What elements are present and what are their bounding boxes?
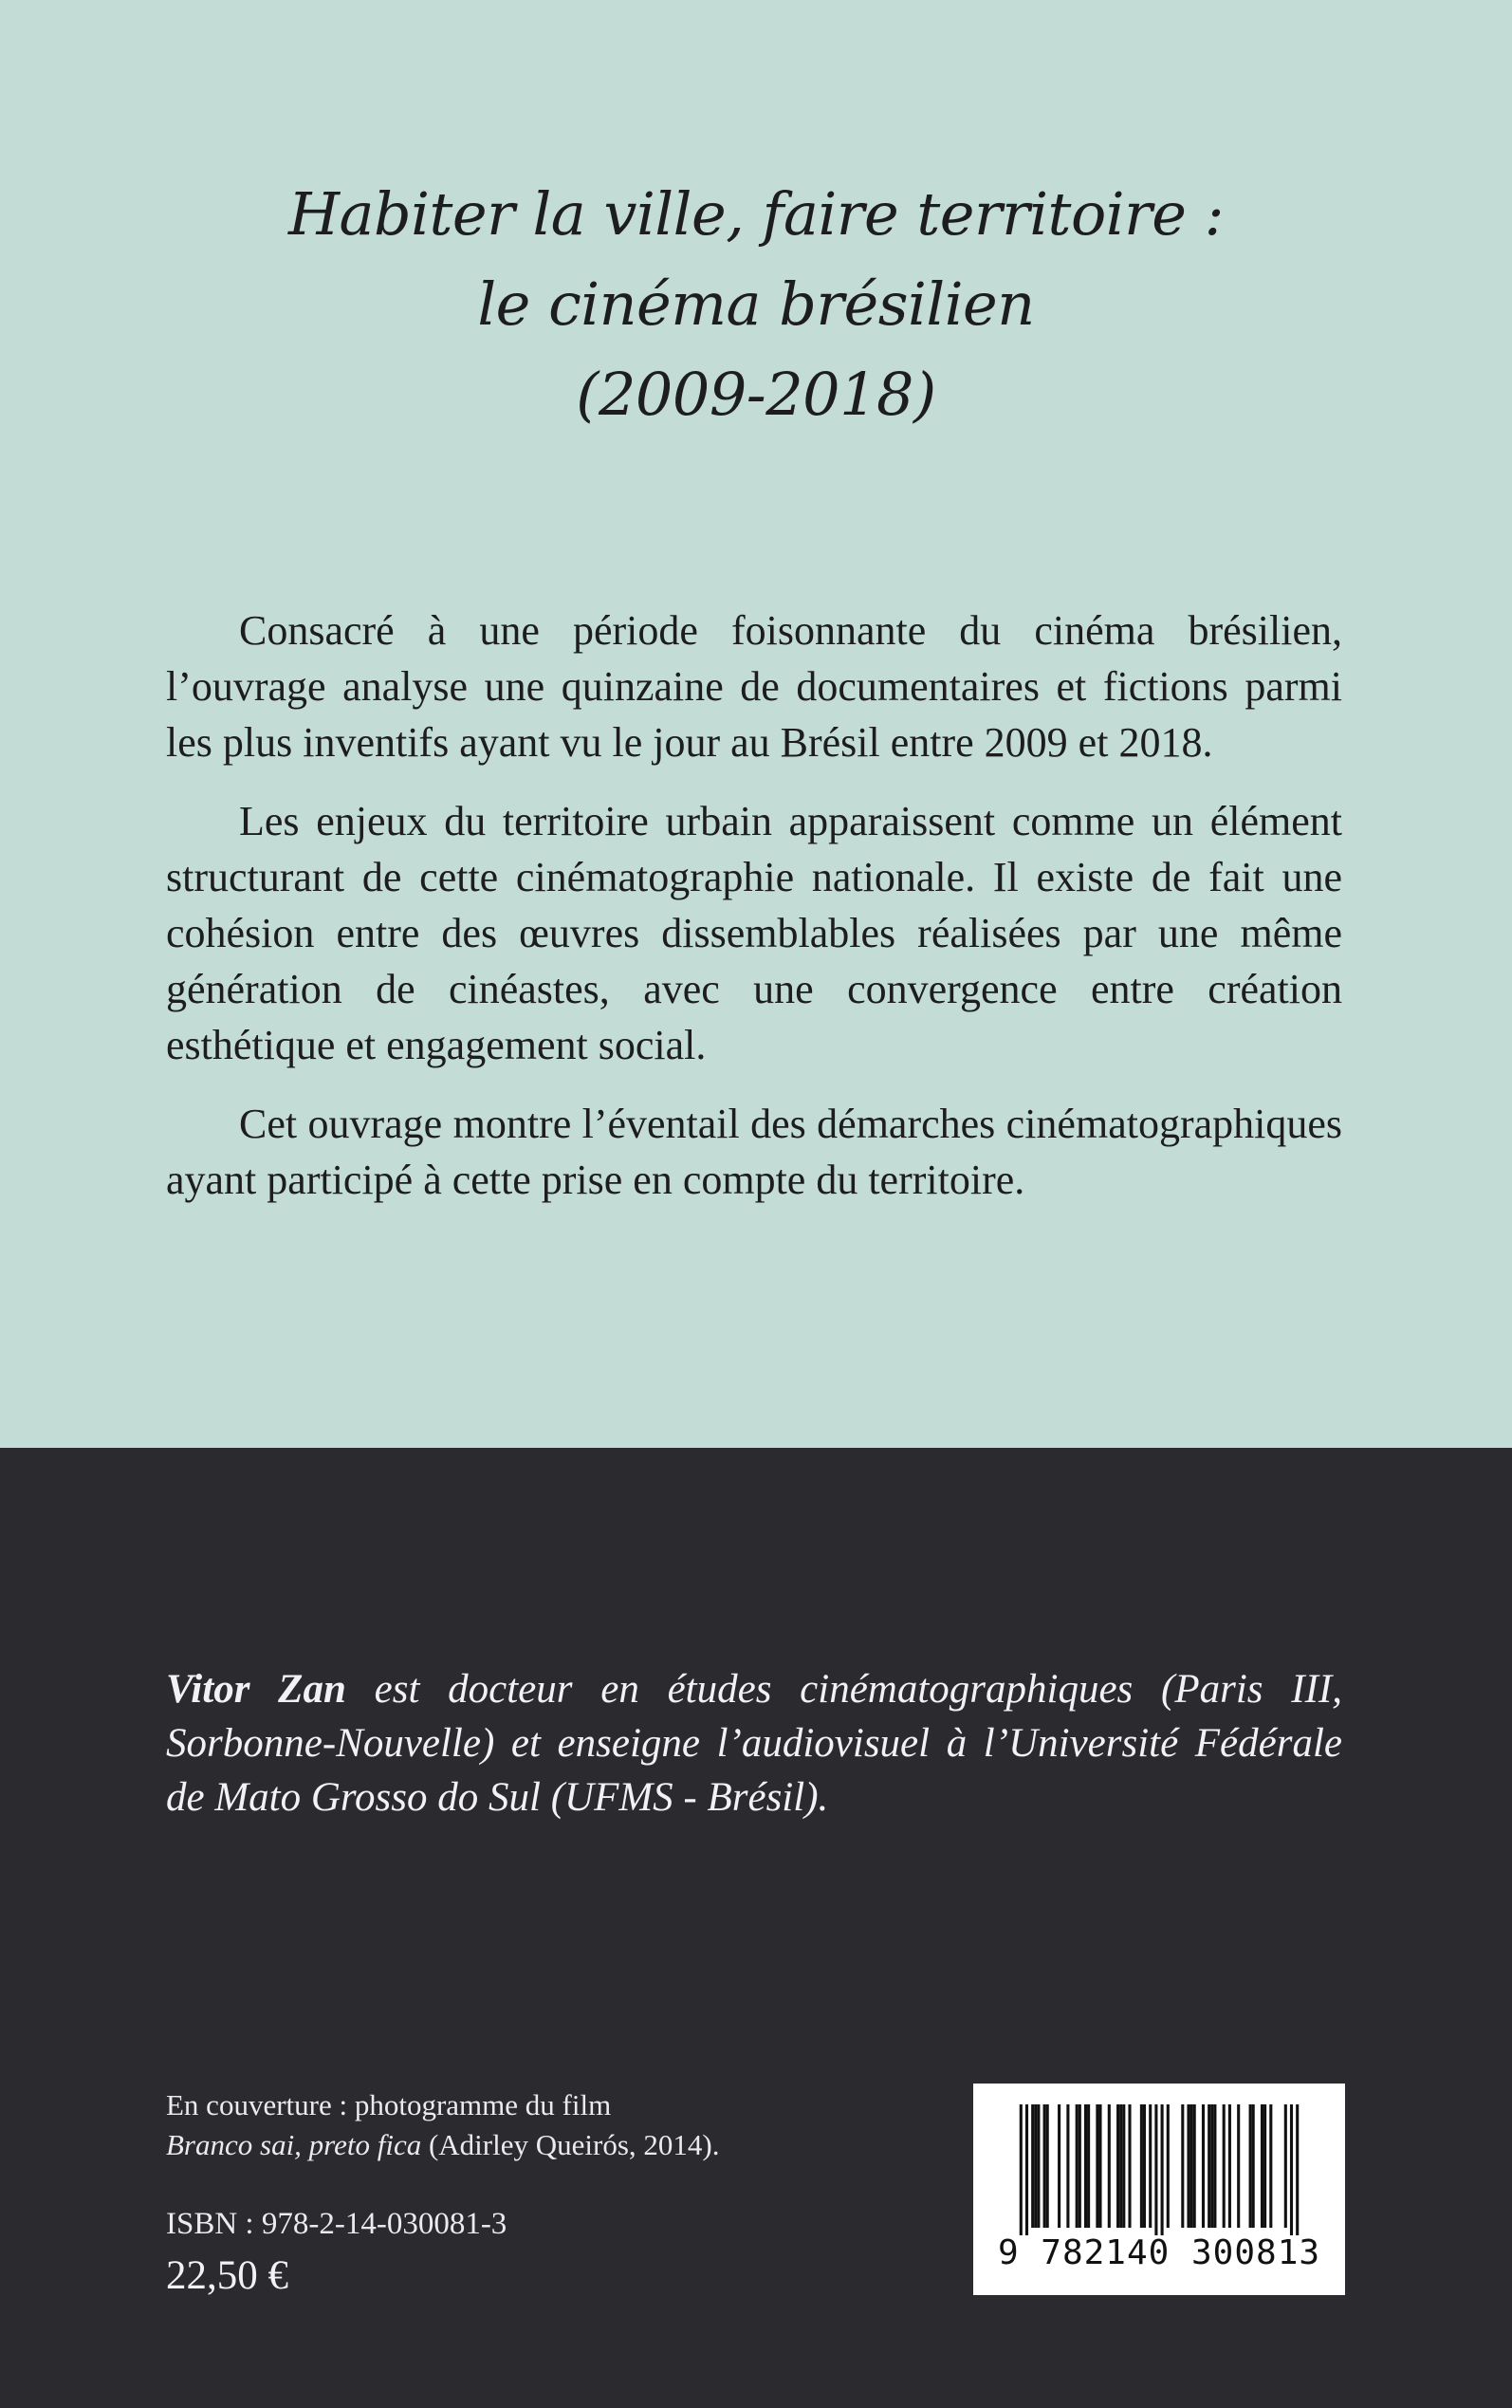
barcode-bars bbox=[973, 2084, 1345, 2235]
barcode-bar bbox=[1249, 2104, 1252, 2228]
price: 22,50 € bbox=[166, 2253, 288, 2298]
cover-credit bbox=[166, 2085, 830, 2165]
barcode-bar bbox=[1043, 2104, 1046, 2228]
barcode-bar bbox=[1066, 2104, 1069, 2228]
barcode-bar bbox=[1037, 2104, 1040, 2228]
author-name: Vitor Zan bbox=[166, 1667, 346, 1712]
barcode-bar bbox=[1020, 2104, 1023, 2235]
barcode-bar bbox=[1149, 2104, 1152, 2228]
isbn: ISBN : 978-2-14-030081-3 bbox=[166, 2207, 507, 2241]
book-title bbox=[0, 169, 1512, 439]
barcode-bar bbox=[1098, 2104, 1101, 2228]
book-title-line-2: le cinéma brésilien bbox=[477, 269, 1035, 339]
barcode-bar bbox=[1087, 2104, 1090, 2228]
barcode-bar bbox=[1237, 2104, 1240, 2228]
barcode-bar bbox=[1284, 2104, 1287, 2228]
cover-credit-line-1: En couverture : photogramme du film bbox=[166, 2088, 612, 2121]
barcode-bar bbox=[1228, 2104, 1231, 2228]
barcode-bar bbox=[1084, 2104, 1087, 2228]
film-details: (Adirley Queirós, 2014). bbox=[421, 2128, 720, 2161]
book-title-line-1: Habiter la ville, faire territoire : bbox=[287, 179, 1225, 249]
barcode-bar bbox=[1261, 2104, 1263, 2228]
blurb-paragraph-3: Cet ouvrage montre l’éventail des démarches cinématographiques ayant participé à cette prise en compte du territoire. bbox=[166, 1101, 1342, 1203]
barcode-bar bbox=[1252, 2104, 1255, 2228]
barcode-bar bbox=[1269, 2104, 1272, 2228]
barcode-bar bbox=[1213, 2104, 1216, 2228]
author-bio bbox=[166, 1662, 1342, 1825]
barcode-bar bbox=[1167, 2104, 1170, 2228]
barcode-bar bbox=[1190, 2104, 1193, 2228]
barcode-bar bbox=[1193, 2104, 1196, 2228]
barcode-bar bbox=[1263, 2104, 1266, 2228]
book-title-line-3: (2009-2018) bbox=[576, 360, 936, 429]
barcode-bar bbox=[1154, 2104, 1157, 2235]
barcode-bar bbox=[1181, 2104, 1184, 2228]
barcode-bar bbox=[1128, 2104, 1131, 2228]
blurb-paragraph-2: Les enjeux du territoire urbain apparaissent comme un élément structurant de cette cinématographie nationale. Il existe de fait une cohésion entre des œuvres dissemblables réalisées par une même génération de cinéastes, avec une convergence entre création esthétique et engagement social. bbox=[166, 798, 1342, 1068]
barcode-bar bbox=[1031, 2104, 1034, 2228]
barcode-bar bbox=[1210, 2104, 1213, 2228]
barcode-bar bbox=[1058, 2104, 1060, 2228]
barcode-bar bbox=[1046, 2104, 1049, 2228]
barcode-bar bbox=[1108, 2104, 1111, 2228]
barcode-bar bbox=[1076, 2104, 1079, 2228]
blurb-paragraph-1: Consacré à une période foisonnante du cinéma brésilien, l’ouvrage analyse une quinzaine de documentaires et fictions parmi les plus inventifs ayant vu le jour au Brésil entre 2009 et 2018. bbox=[166, 607, 1342, 766]
barcode-bar bbox=[1208, 2104, 1210, 2228]
barcode-bar bbox=[1296, 2104, 1299, 2235]
author-bio-text: est docteur en études cinématographiques (Paris III, Sorbonne-Nouvelle) et enseigne l’audiovisuel à l’Université Fédérale de Mato Grosso do Sul (UFMS - Brésil). bbox=[166, 1667, 1342, 1820]
barcode-bar bbox=[1096, 2104, 1098, 2228]
barcode-bar bbox=[1161, 2104, 1164, 2235]
film-title: Branco sai, preto fica bbox=[166, 2128, 422, 2161]
barcode-bar bbox=[1122, 2104, 1125, 2228]
barcode-bar bbox=[1116, 2104, 1119, 2228]
barcode-bar bbox=[1119, 2104, 1122, 2228]
barcode bbox=[973, 2084, 1345, 2295]
barcode-digits: 9 782140 300813 bbox=[997, 2233, 1321, 2272]
barcode-bar bbox=[1034, 2104, 1037, 2228]
cover-credit-line-2 bbox=[166, 2125, 830, 2165]
book-blurb bbox=[166, 602, 1342, 1208]
barcode-bar bbox=[1202, 2104, 1205, 2228]
barcode-bar bbox=[1187, 2104, 1189, 2228]
barcode-bar bbox=[1143, 2104, 1146, 2228]
barcode-bar bbox=[1223, 2104, 1226, 2228]
barcode-bar bbox=[1290, 2104, 1293, 2235]
barcode-bar bbox=[1079, 2104, 1081, 2228]
barcode-bar bbox=[1025, 2104, 1028, 2235]
barcode-bar bbox=[1140, 2104, 1143, 2228]
